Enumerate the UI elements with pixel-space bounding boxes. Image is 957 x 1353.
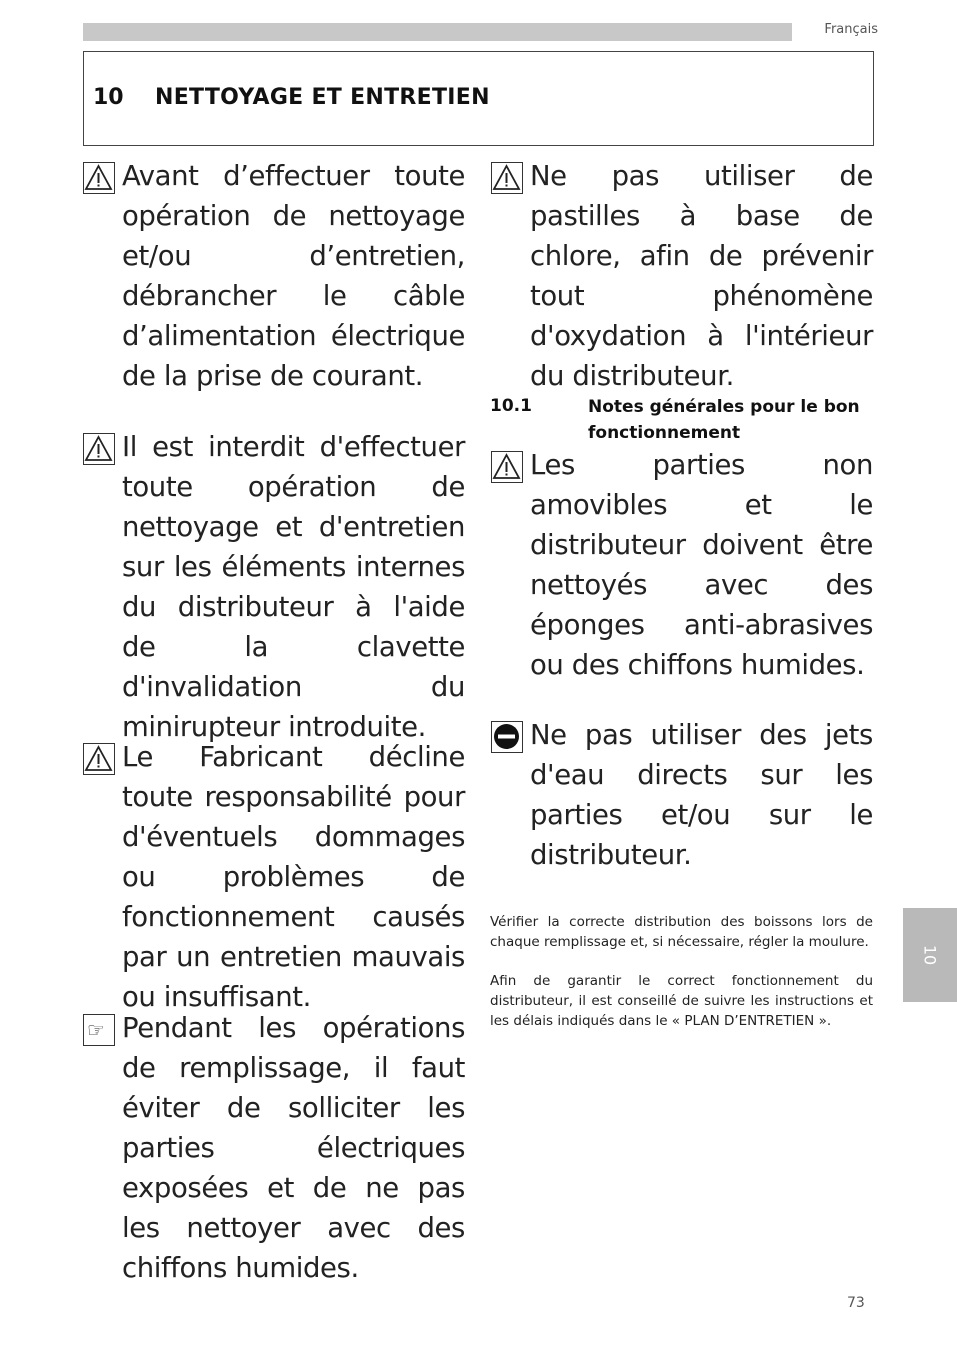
warning-text: Il est interdit d'effectuer toute opération de nettoyage et d'entretien sur les éléments internes du distributeur à l'aide de la clavette d'invalidation du minirupteur introduite. bbox=[122, 431, 465, 743]
warning-block-chlorine bbox=[491, 160, 873, 392]
section-number: 10 bbox=[93, 85, 124, 110]
note-paragraph-maintenance: Afin de garantir le correct fonctionnement du distributeur, il est conseillé de suivre les instructions et les délais indiqués dans le « PLAN D’ENTRETIEN ». bbox=[490, 973, 873, 1029]
note-paragraph-check: Vérifier la correcte distribution des boissons lors de chaque remplissage et, si nécessaire, régler la moulure. bbox=[490, 914, 873, 950]
header-bar bbox=[83, 23, 792, 41]
page-number: 73 bbox=[847, 1295, 865, 1311]
warning-text: Avant d’effectuer toute opération de nettoyage et/ou d’entretien, débrancher le câble d’alimentation électrique de la prise de courant. bbox=[122, 160, 465, 392]
warning-text: Ne pas utiliser de pastilles à base de chlore, afin de prévenir tout phénomène d'oxydation à l'intérieur du distributeur. bbox=[530, 160, 873, 392]
note-block-filling bbox=[83, 1012, 465, 1284]
language-label: Français bbox=[824, 22, 878, 37]
prohibition-block-water bbox=[491, 719, 873, 871]
warning-block-internal bbox=[83, 431, 465, 743]
chapter-side-tab bbox=[903, 908, 957, 1002]
no-entry-icon bbox=[491, 721, 523, 753]
warning-text: Les parties non amovibles et le distributeur doivent être nettoyés avec des éponges anti-abrasives ou des chiffons humides. bbox=[530, 449, 873, 681]
subsection-title: Notes générales pour le bon fonctionnement bbox=[588, 397, 860, 443]
section-header-box bbox=[83, 51, 874, 146]
warning-block-cleaning bbox=[491, 449, 873, 681]
pointing-hand-icon bbox=[83, 1014, 115, 1046]
section-title: NETTOYAGE ET ENTRETIEN bbox=[155, 85, 490, 110]
note-text: Pendant les opérations de remplissage, il faut éviter de solliciter les parties électriques exposées et de ne pas les nettoyer avec des chiffons humides. bbox=[122, 1012, 465, 1284]
chapter-tab-label: 10 bbox=[920, 944, 940, 966]
warning-triangle-icon bbox=[491, 162, 523, 194]
warning-triangle-icon bbox=[491, 451, 523, 483]
prohibition-text: Ne pas utiliser des jets d'eau directs sur les parties et/ou sur le distributeur. bbox=[530, 719, 873, 871]
warning-triangle-icon bbox=[83, 433, 115, 465]
warning-block-unplug bbox=[83, 162, 465, 402]
warning-block-liability bbox=[83, 741, 465, 1013]
warning-triangle-icon bbox=[83, 162, 115, 194]
subsection-number: 10.1 bbox=[490, 396, 532, 416]
warning-triangle-icon bbox=[83, 743, 115, 775]
svg-text:☞: ☞ bbox=[87, 1018, 105, 1042]
warning-text: Le Fabricant décline toute responsabilité pour d'éventuels dommages ou problèmes de fonctionnement causés par un entretien mauvais ou insuffisant. bbox=[122, 741, 465, 1013]
